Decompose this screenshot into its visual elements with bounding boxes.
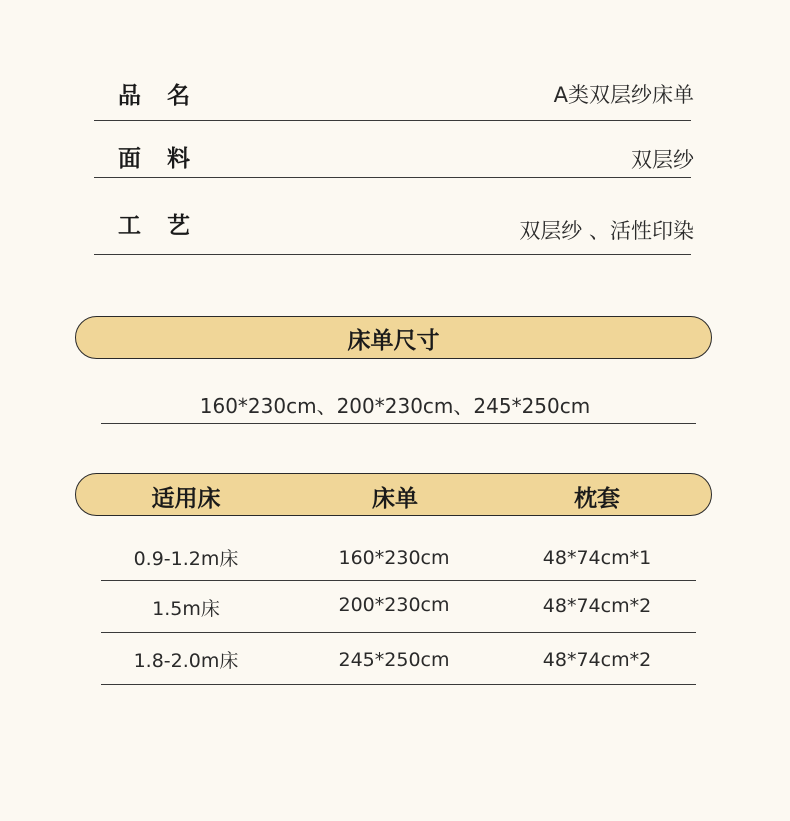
- sizes-divider: [101, 423, 696, 424]
- info-row-craft: [94, 177, 694, 255]
- size-section-header: [75, 316, 712, 359]
- table-cell-sheet: 245*250cm: [338, 649, 450, 671]
- table-cell-bed: 0.9-1.2m床: [133, 548, 239, 570]
- info-value-fabric: 双层纱: [631, 148, 694, 172]
- table-row: [0, 544, 790, 574]
- table-cell-pillowcase: 48*74cm*2: [542, 649, 652, 671]
- info-row-name: [94, 70, 694, 121]
- table-cell-bed: 1.8-2.0m床: [133, 650, 239, 672]
- table-header: [75, 473, 712, 516]
- table-header-sheet: 床单: [372, 486, 418, 512]
- table-cell-bed: 1.5m床: [152, 598, 220, 620]
- table-cell-sheet: 200*230cm: [338, 594, 450, 616]
- info-value-name: A类双层纱床单: [553, 83, 694, 107]
- table-header-pillowcase: 枕套: [574, 486, 620, 512]
- table-header-bed: 适用床: [151, 486, 221, 512]
- info-label-name: 品名: [118, 83, 216, 109]
- table-row-divider: [101, 684, 696, 685]
- info-label-fabric: 面料: [118, 146, 216, 172]
- sizes-list: 160*230cm、200*230cm、245*250cm: [199, 394, 591, 418]
- table-row-divider: [101, 580, 696, 581]
- table-row: [0, 646, 790, 676]
- table-row: [0, 594, 790, 624]
- info-row-fabric: [94, 120, 694, 178]
- info-label-craft: 工艺: [118, 213, 216, 239]
- table-row-divider: [101, 632, 696, 633]
- table-cell-pillowcase: 48*74cm*2: [542, 595, 652, 617]
- table-cell-sheet: 160*230cm: [338, 547, 450, 569]
- table-cell-pillowcase: 48*74cm*1: [542, 547, 652, 569]
- size-section-title: 床单尺寸: [347, 328, 440, 354]
- info-value-craft: 双层纱 、活性印染: [519, 219, 694, 243]
